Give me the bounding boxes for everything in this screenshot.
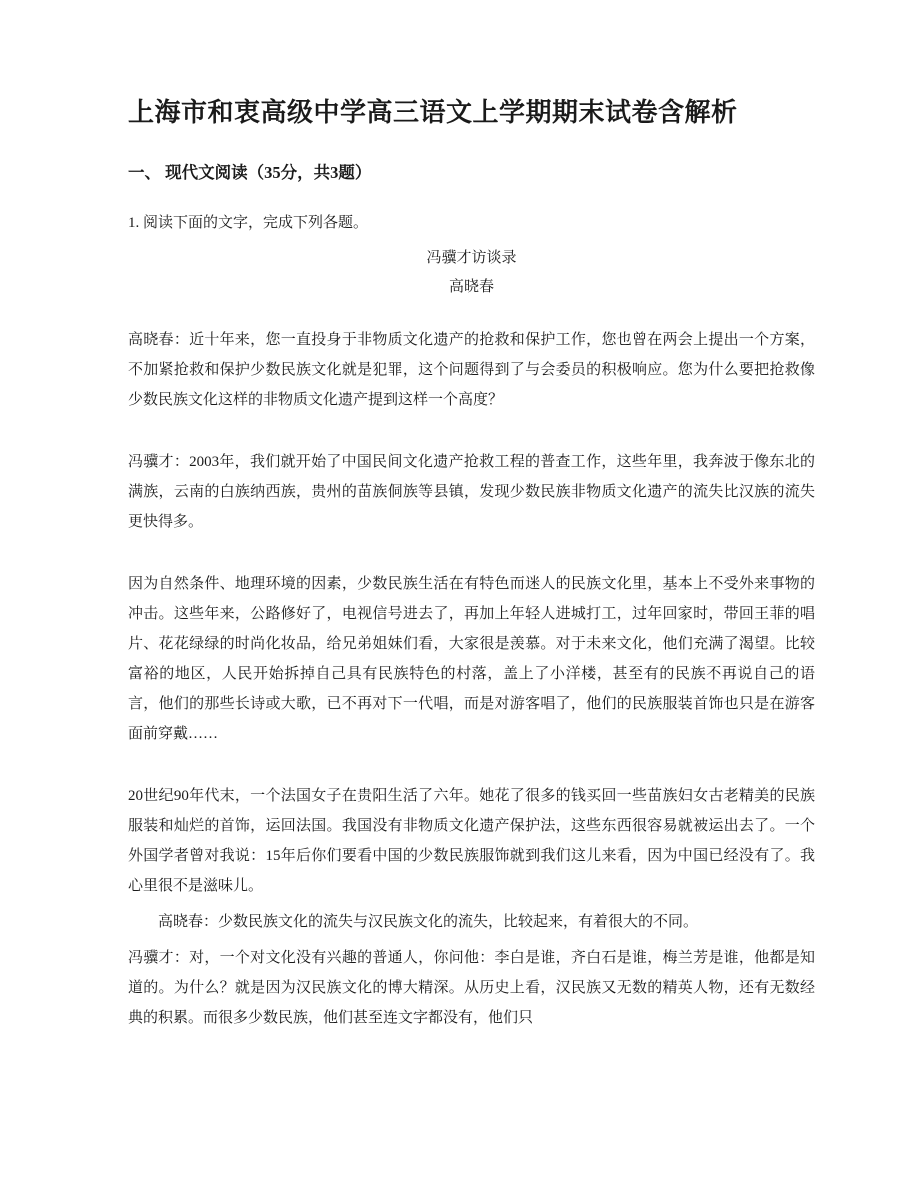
paragraph-3: 因为自然条件、地理环境的因素，少数民族生活在有特色而迷人的民族文化里，基本上不受外来事物的冲击。这些年来，公路修好了，电视信号进去了，再加上年轻人进城打工，过年回家时，带回王菲的唱片、花花绿绿的时尚化妆品，给兄弟姐妹们看，大家很是羡慕。对于未来文化，他们充满了渴望。比较富裕的地区，人民开始拆掉自己具有民族特色的村落，盖上了小洋楼，甚至有的民族不再说自己的语言，他们的那些长诗或大歌，已不再对下一代唱，而是对游客唱了，他们的民族服装首饰也只是在游客面前穿戴…… (128, 576, 815, 743)
paragraph-5: 高晓春：少数民族文化的流失与汉民族文化的流失，比较起来，有着很大的不同。 (158, 914, 699, 931)
paragraph-2: 冯骥才：2003年，我们就开始了中国民间文化遗产抢救工程的普查工作，这些年里，我奔波于像东北的满族，云南的白族纳西族，贵州的苗族侗族等县镇，发现少数民族非物质文化遗产的流失比汉族的流失更快得多。 (128, 454, 815, 531)
interview-title: 冯骥才访谈录 (426, 250, 517, 267)
paragraph-4: 20世纪90年代末，一个法国女子在贵阳生活了六年。她花了很多的钱买回一些苗族妇女古老精美的民族服装和灿烂的首饰，运回法国。我国没有非物质文化遗产保护法，这些东西很容易就被运出去了。一个外国学者曾对我说：15年后你们要看中国的少数民族服饰就到我们这儿来看，因为中国已经没有了。我心里很不是滋味儿。 (128, 788, 815, 895)
interview-author: 高晓春 (448, 278, 494, 295)
spacer (128, 301, 815, 325)
paragraph-6: 冯骥才：对，一个对文化没有兴趣的普通人，你问他：李白是谁，齐白石是谁，梅兰芳是谁，他都是知道的。为什么？就是因为汉民族文化的博大精深。从历史上看，汉民族又无数的精英人物，还有无数经典的积累。而很多少数民族，他们甚至连文字都没有，他们只 (128, 950, 815, 1027)
paragraph-1: 高晓春：近十年来，您一直投身于非物质文化遗产的抢救和保护工作，您也曾在两会上提出一个方案，不加紧抢救和保护少数民族文化就是犯罪，这个问题得到了与会委员的积极响应。您为什么要把抢救像少数民族文化这样的非物质文化遗产提到这样一个高度？ (128, 332, 815, 409)
question-lead: 1. 阅读下面的文字，完成下列各题。 (128, 215, 369, 232)
spacer (128, 767, 815, 781)
section-heading: 一、 现代文阅读（35分，共3题） (128, 163, 372, 183)
page-title: 上海市和衷高级中学高三语文上学期期末试卷含解析 (128, 98, 738, 127)
spacer (128, 555, 815, 569)
document-body (128, 208, 815, 1033)
spacer (128, 433, 815, 447)
